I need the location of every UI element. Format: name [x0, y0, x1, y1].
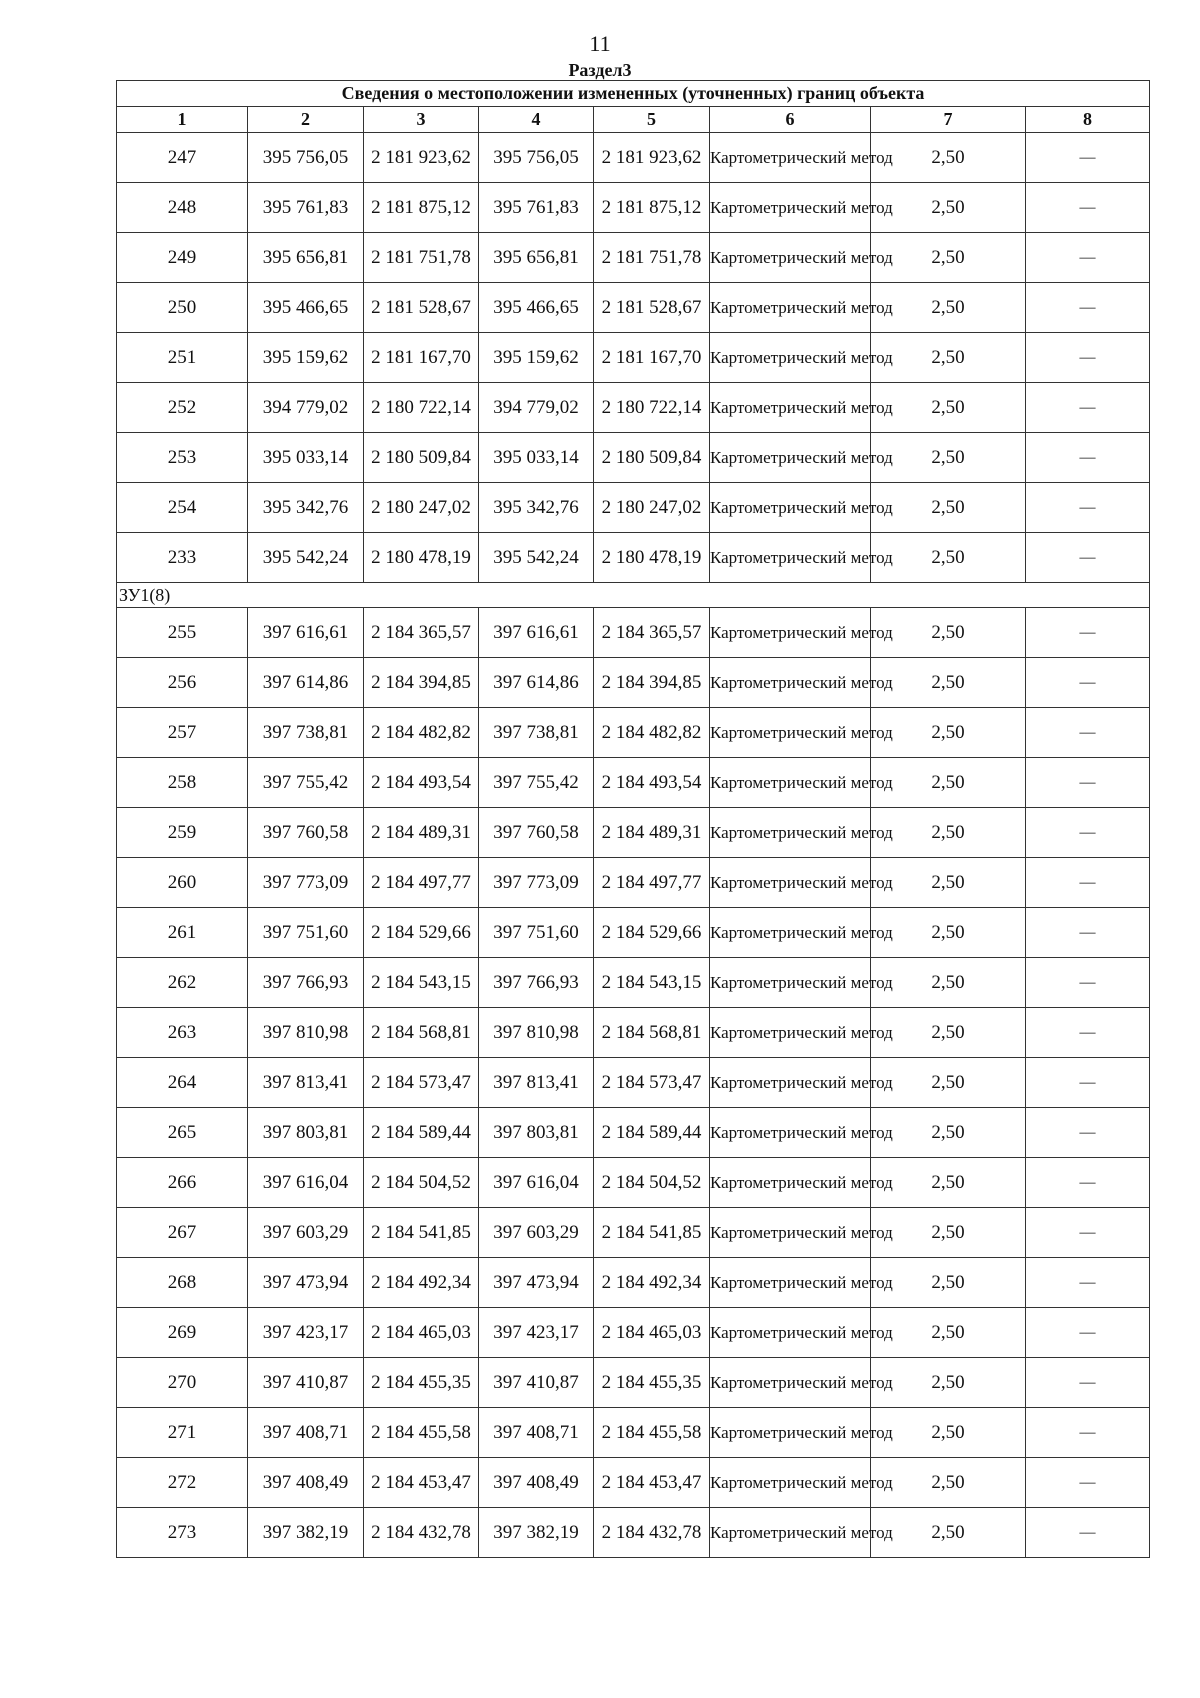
- y-existing-cell: 2 184 589,44: [364, 1108, 479, 1158]
- y-existing-cell: 2 184 568,81: [364, 1008, 479, 1058]
- accuracy-cell: 2,50: [871, 1158, 1026, 1208]
- table-row: [117, 283, 1150, 333]
- description-cell: —: [1026, 533, 1150, 583]
- method-cell: Картометрический метод: [710, 483, 871, 533]
- x-existing-cell: 397 755,42: [248, 758, 364, 808]
- description-cell: —: [1026, 433, 1150, 483]
- description-cell: —: [1026, 1158, 1150, 1208]
- method-cell: Картометрический метод: [710, 333, 871, 383]
- x-existing-cell: 395 656,81: [248, 233, 364, 283]
- accuracy-cell: 2,50: [871, 1458, 1026, 1508]
- x-existing-cell: 395 159,62: [248, 333, 364, 383]
- x-existing-cell: 397 614,86: [248, 658, 364, 708]
- y-refined-cell: 2 181 528,67: [594, 283, 710, 333]
- x-existing-cell: 397 473,94: [248, 1258, 364, 1308]
- column-number: 4: [479, 107, 594, 133]
- accuracy-cell: 2,50: [871, 1008, 1026, 1058]
- description-cell: —: [1026, 1408, 1150, 1458]
- table-row: [117, 1258, 1150, 1308]
- table-row: [117, 1458, 1150, 1508]
- page-number: 11: [589, 31, 611, 56]
- y-existing-cell: 2 184 573,47: [364, 1058, 479, 1108]
- method-cell: Картометрический метод: [710, 1258, 871, 1308]
- y-existing-cell: 2 181 167,70: [364, 333, 479, 383]
- y-existing-cell: 2 184 543,15: [364, 958, 479, 1008]
- accuracy-cell: 2,50: [871, 1408, 1026, 1458]
- y-existing-cell: 2 180 478,19: [364, 533, 479, 583]
- accuracy-cell: 2,50: [871, 808, 1026, 858]
- accuracy-cell: 2,50: [871, 1108, 1026, 1158]
- y-existing-cell: 2 181 923,62: [364, 133, 479, 183]
- x-existing-cell: 397 603,29: [248, 1208, 364, 1258]
- x-existing-cell: 397 408,71: [248, 1408, 364, 1458]
- y-existing-cell: 2 184 529,66: [364, 908, 479, 958]
- point-number-cell: 269: [117, 1308, 248, 1358]
- method-cell: Картометрический метод: [710, 608, 871, 658]
- description-cell: —: [1026, 333, 1150, 383]
- y-existing-cell: 2 180 247,02: [364, 483, 479, 533]
- point-number-cell: 253: [117, 433, 248, 483]
- method-cell: Картометрический метод: [710, 958, 871, 1008]
- y-refined-cell: 2 181 923,62: [594, 133, 710, 183]
- accuracy-cell: 2,50: [871, 1258, 1026, 1308]
- x-existing-cell: 397 410,87: [248, 1358, 364, 1408]
- table-row: [117, 133, 1150, 183]
- table-row: [117, 433, 1150, 483]
- x-refined-cell: 397 773,09: [479, 858, 594, 908]
- column-number: 6: [710, 107, 871, 133]
- x-refined-cell: 397 616,04: [479, 1158, 594, 1208]
- x-refined-cell: 397 755,42: [479, 758, 594, 808]
- x-existing-cell: 397 760,58: [248, 808, 364, 858]
- method-cell: Картометрический метод: [710, 383, 871, 433]
- y-refined-cell: 2 184 529,66: [594, 908, 710, 958]
- y-refined-cell: 2 184 504,52: [594, 1158, 710, 1208]
- y-refined-cell: 2 184 541,85: [594, 1208, 710, 1258]
- x-existing-cell: 395 542,24: [248, 533, 364, 583]
- x-refined-cell: 397 603,29: [479, 1208, 594, 1258]
- x-existing-cell: 395 342,76: [248, 483, 364, 533]
- point-number-cell: 272: [117, 1458, 248, 1508]
- method-cell: Картометрический метод: [710, 283, 871, 333]
- table-body-group-a: [117, 133, 1150, 583]
- accuracy-cell: 2,50: [871, 333, 1026, 383]
- table-row: [117, 1408, 1150, 1458]
- x-refined-cell: 397 751,60: [479, 908, 594, 958]
- group-label: ЗУ1(8): [117, 583, 1150, 608]
- y-refined-cell: 2 184 493,54: [594, 758, 710, 808]
- table-row: [117, 483, 1150, 533]
- table-row: [117, 608, 1150, 658]
- accuracy-cell: 2,50: [871, 958, 1026, 1008]
- column-number: 7: [871, 107, 1026, 133]
- x-existing-cell: 395 033,14: [248, 433, 364, 483]
- accuracy-cell: 2,50: [871, 1208, 1026, 1258]
- method-cell: Картометрический метод: [710, 1208, 871, 1258]
- x-existing-cell: 397 773,09: [248, 858, 364, 908]
- accuracy-cell: 2,50: [871, 1058, 1026, 1108]
- y-existing-cell: 2 184 455,58: [364, 1408, 479, 1458]
- x-refined-cell: 397 616,61: [479, 608, 594, 658]
- point-number-cell: 260: [117, 858, 248, 908]
- y-refined-cell: 2 184 497,77: [594, 858, 710, 908]
- point-number-cell: 268: [117, 1258, 248, 1308]
- x-refined-cell: 397 408,49: [479, 1458, 594, 1508]
- y-existing-cell: 2 184 432,78: [364, 1508, 479, 1558]
- point-number-cell: 233: [117, 533, 248, 583]
- description-cell: —: [1026, 608, 1150, 658]
- x-refined-cell: 397 738,81: [479, 708, 594, 758]
- accuracy-cell: 2,50: [871, 608, 1026, 658]
- x-refined-cell: 397 473,94: [479, 1258, 594, 1308]
- method-cell: Картометрический метод: [710, 808, 871, 858]
- description-cell: —: [1026, 233, 1150, 283]
- y-existing-cell: 2 184 504,52: [364, 1158, 479, 1208]
- x-existing-cell: 397 803,81: [248, 1108, 364, 1158]
- method-cell: Картометрический метод: [710, 1308, 871, 1358]
- point-number-cell: 248: [117, 183, 248, 233]
- x-existing-cell: 395 761,83: [248, 183, 364, 233]
- y-existing-cell: 2 184 365,57: [364, 608, 479, 658]
- method-cell: Картометрический метод: [710, 533, 871, 583]
- x-refined-cell: 397 410,87: [479, 1358, 594, 1408]
- y-refined-cell: 2 184 489,31: [594, 808, 710, 858]
- y-refined-cell: 2 180 509,84: [594, 433, 710, 483]
- y-existing-cell: 2 184 482,82: [364, 708, 479, 758]
- accuracy-cell: 2,50: [871, 133, 1026, 183]
- y-refined-cell: 2 184 568,81: [594, 1008, 710, 1058]
- point-number-cell: 264: [117, 1058, 248, 1108]
- description-cell: —: [1026, 1358, 1150, 1408]
- y-refined-cell: 2 184 482,82: [594, 708, 710, 758]
- method-cell: Картометрический метод: [710, 1358, 871, 1408]
- accuracy-cell: 2,50: [871, 533, 1026, 583]
- accuracy-cell: 2,50: [871, 908, 1026, 958]
- description-cell: —: [1026, 483, 1150, 533]
- x-existing-cell: 397 423,17: [248, 1308, 364, 1358]
- method-cell: Картометрический метод: [710, 708, 871, 758]
- method-cell: Картометрический метод: [710, 1058, 871, 1108]
- y-refined-cell: 2 181 167,70: [594, 333, 710, 383]
- x-existing-cell: 397 751,60: [248, 908, 364, 958]
- y-existing-cell: 2 181 528,67: [364, 283, 479, 333]
- table-row: [117, 1108, 1150, 1158]
- x-refined-cell: 397 813,41: [479, 1058, 594, 1108]
- table-row: [117, 908, 1150, 958]
- description-cell: —: [1026, 283, 1150, 333]
- x-existing-cell: 397 408,49: [248, 1458, 364, 1508]
- accuracy-cell: 2,50: [871, 233, 1026, 283]
- y-refined-cell: 2 180 722,14: [594, 383, 710, 433]
- y-existing-cell: 2 184 493,54: [364, 758, 479, 808]
- y-existing-cell: 2 184 453,47: [364, 1458, 479, 1508]
- x-existing-cell: 397 616,61: [248, 608, 364, 658]
- method-cell: Картометрический метод: [710, 1158, 871, 1208]
- table-row: [117, 958, 1150, 1008]
- x-refined-cell: 395 033,14: [479, 433, 594, 483]
- column-number: 2: [248, 107, 364, 133]
- description-cell: —: [1026, 758, 1150, 808]
- description-cell: —: [1026, 1308, 1150, 1358]
- point-number-cell: 254: [117, 483, 248, 533]
- table-row: [117, 533, 1150, 583]
- point-number-cell: 273: [117, 1508, 248, 1558]
- x-refined-cell: 397 614,86: [479, 658, 594, 708]
- point-number-cell: 255: [117, 608, 248, 658]
- point-number-cell: 267: [117, 1208, 248, 1258]
- point-number-cell: 258: [117, 758, 248, 808]
- table-row: [117, 1508, 1150, 1558]
- point-number-cell: 252: [117, 383, 248, 433]
- point-number-cell: 261: [117, 908, 248, 958]
- description-cell: —: [1026, 1508, 1150, 1558]
- point-number-cell: 257: [117, 708, 248, 758]
- column-number-row: [117, 107, 1150, 133]
- table-row: [117, 708, 1150, 758]
- table-row: [117, 383, 1150, 433]
- table-row: [117, 333, 1150, 383]
- x-refined-cell: 395 159,62: [479, 333, 594, 383]
- y-existing-cell: 2 184 394,85: [364, 658, 479, 708]
- x-refined-cell: 395 656,81: [479, 233, 594, 283]
- y-refined-cell: 2 184 453,47: [594, 1458, 710, 1508]
- y-existing-cell: 2 184 541,85: [364, 1208, 479, 1258]
- x-refined-cell: 395 342,76: [479, 483, 594, 533]
- accuracy-cell: 2,50: [871, 183, 1026, 233]
- x-refined-cell: 395 761,83: [479, 183, 594, 233]
- y-refined-cell: 2 184 465,03: [594, 1308, 710, 1358]
- table-row: [117, 183, 1150, 233]
- x-existing-cell: 397 382,19: [248, 1508, 364, 1558]
- accuracy-cell: 2,50: [871, 283, 1026, 333]
- table-caption: Сведения о местоположении измененных (уточненных) границ объекта: [117, 81, 1150, 107]
- description-cell: —: [1026, 133, 1150, 183]
- description-cell: —: [1026, 708, 1150, 758]
- y-existing-cell: 2 184 465,03: [364, 1308, 479, 1358]
- description-cell: —: [1026, 958, 1150, 1008]
- column-number: 5: [594, 107, 710, 133]
- y-refined-cell: 2 181 875,12: [594, 183, 710, 233]
- description-cell: —: [1026, 1208, 1150, 1258]
- table-row: [117, 1308, 1150, 1358]
- table-row: [117, 233, 1150, 283]
- method-cell: Картометрический метод: [710, 758, 871, 808]
- accuracy-cell: 2,50: [871, 483, 1026, 533]
- point-number-cell: 249: [117, 233, 248, 283]
- description-cell: —: [1026, 658, 1150, 708]
- method-cell: Картометрический метод: [710, 1108, 871, 1158]
- y-existing-cell: 2 181 751,78: [364, 233, 479, 283]
- description-cell: —: [1026, 1108, 1150, 1158]
- x-existing-cell: 397 616,04: [248, 1158, 364, 1208]
- y-refined-cell: 2 184 589,44: [594, 1108, 710, 1158]
- y-refined-cell: 2 180 478,19: [594, 533, 710, 583]
- method-cell: Картометрический метод: [710, 1408, 871, 1458]
- x-refined-cell: 397 408,71: [479, 1408, 594, 1458]
- x-existing-cell: 397 813,41: [248, 1058, 364, 1108]
- description-cell: —: [1026, 808, 1150, 858]
- table-row: [117, 758, 1150, 808]
- y-refined-cell: 2 184 455,58: [594, 1408, 710, 1458]
- y-existing-cell: 2 184 489,31: [364, 808, 479, 858]
- x-refined-cell: 397 382,19: [479, 1508, 594, 1558]
- method-cell: Картометрический метод: [710, 1508, 871, 1558]
- method-cell: Картометрический метод: [710, 433, 871, 483]
- x-existing-cell: 395 466,65: [248, 283, 364, 333]
- method-cell: Картометрический метод: [710, 658, 871, 708]
- accuracy-cell: 2,50: [871, 1308, 1026, 1358]
- y-existing-cell: 2 180 722,14: [364, 383, 479, 433]
- table-row: [117, 1008, 1150, 1058]
- accuracy-cell: 2,50: [871, 1508, 1026, 1558]
- description-cell: —: [1026, 858, 1150, 908]
- method-cell: Картометрический метод: [710, 233, 871, 283]
- point-number-cell: 250: [117, 283, 248, 333]
- method-cell: Картометрический метод: [710, 858, 871, 908]
- column-number: 1: [117, 107, 248, 133]
- method-cell: Картометрический метод: [710, 1458, 871, 1508]
- table-row: [117, 658, 1150, 708]
- point-number-cell: 262: [117, 958, 248, 1008]
- accuracy-cell: 2,50: [871, 658, 1026, 708]
- x-refined-cell: 397 803,81: [479, 1108, 594, 1158]
- coordinates-table: [116, 80, 1150, 1558]
- table-row: [117, 1208, 1150, 1258]
- y-refined-cell: 2 184 432,78: [594, 1508, 710, 1558]
- x-refined-cell: 397 766,93: [479, 958, 594, 1008]
- x-refined-cell: 394 779,02: [479, 383, 594, 433]
- y-refined-cell: 2 184 365,57: [594, 608, 710, 658]
- column-number: 3: [364, 107, 479, 133]
- y-existing-cell: 2 184 492,34: [364, 1258, 479, 1308]
- x-existing-cell: 394 779,02: [248, 383, 364, 433]
- y-refined-cell: 2 184 573,47: [594, 1058, 710, 1108]
- accuracy-cell: 2,50: [871, 858, 1026, 908]
- point-number-cell: 263: [117, 1008, 248, 1058]
- table-row: [117, 1058, 1150, 1108]
- x-existing-cell: 397 810,98: [248, 1008, 364, 1058]
- y-refined-cell: 2 184 394,85: [594, 658, 710, 708]
- x-refined-cell: 397 423,17: [479, 1308, 594, 1358]
- point-number-cell: 247: [117, 133, 248, 183]
- table-body-group-b: [117, 608, 1150, 1558]
- point-number-cell: 251: [117, 333, 248, 383]
- section-title: Раздел3: [568, 60, 632, 80]
- x-existing-cell: 395 756,05: [248, 133, 364, 183]
- y-refined-cell: 2 184 492,34: [594, 1258, 710, 1308]
- y-existing-cell: 2 180 509,84: [364, 433, 479, 483]
- point-number-cell: 265: [117, 1108, 248, 1158]
- x-refined-cell: 395 756,05: [479, 133, 594, 183]
- x-existing-cell: 397 738,81: [248, 708, 364, 758]
- y-existing-cell: 2 181 875,12: [364, 183, 479, 233]
- accuracy-cell: 2,50: [871, 758, 1026, 808]
- description-cell: —: [1026, 1008, 1150, 1058]
- x-refined-cell: 397 810,98: [479, 1008, 594, 1058]
- point-number-cell: 270: [117, 1358, 248, 1408]
- x-refined-cell: 397 760,58: [479, 808, 594, 858]
- table-row: [117, 858, 1150, 908]
- table-row: [117, 1158, 1150, 1208]
- point-number-cell: 256: [117, 658, 248, 708]
- point-number-cell: 266: [117, 1158, 248, 1208]
- table-row: [117, 1358, 1150, 1408]
- accuracy-cell: 2,50: [871, 1358, 1026, 1408]
- column-number: 8: [1026, 107, 1150, 133]
- method-cell: Картометрический метод: [710, 1008, 871, 1058]
- group-header: [117, 583, 1150, 608]
- y-existing-cell: 2 184 455,35: [364, 1358, 479, 1408]
- point-number-cell: 259: [117, 808, 248, 858]
- x-refined-cell: 395 466,65: [479, 283, 594, 333]
- method-cell: Картометрический метод: [710, 183, 871, 233]
- accuracy-cell: 2,50: [871, 708, 1026, 758]
- y-refined-cell: 2 184 543,15: [594, 958, 710, 1008]
- y-refined-cell: 2 180 247,02: [594, 483, 710, 533]
- description-cell: —: [1026, 1058, 1150, 1108]
- description-cell: —: [1026, 908, 1150, 958]
- accuracy-cell: 2,50: [871, 433, 1026, 483]
- x-refined-cell: 395 542,24: [479, 533, 594, 583]
- point-number-cell: 271: [117, 1408, 248, 1458]
- description-cell: —: [1026, 1458, 1150, 1508]
- table-row: [117, 808, 1150, 858]
- y-refined-cell: 2 181 751,78: [594, 233, 710, 283]
- description-cell: —: [1026, 183, 1150, 233]
- y-refined-cell: 2 184 455,35: [594, 1358, 710, 1408]
- description-cell: —: [1026, 1258, 1150, 1308]
- method-cell: Картометрический метод: [710, 908, 871, 958]
- accuracy-cell: 2,50: [871, 383, 1026, 433]
- method-cell: Картометрический метод: [710, 133, 871, 183]
- x-existing-cell: 397 766,93: [248, 958, 364, 1008]
- y-existing-cell: 2 184 497,77: [364, 858, 479, 908]
- description-cell: —: [1026, 383, 1150, 433]
